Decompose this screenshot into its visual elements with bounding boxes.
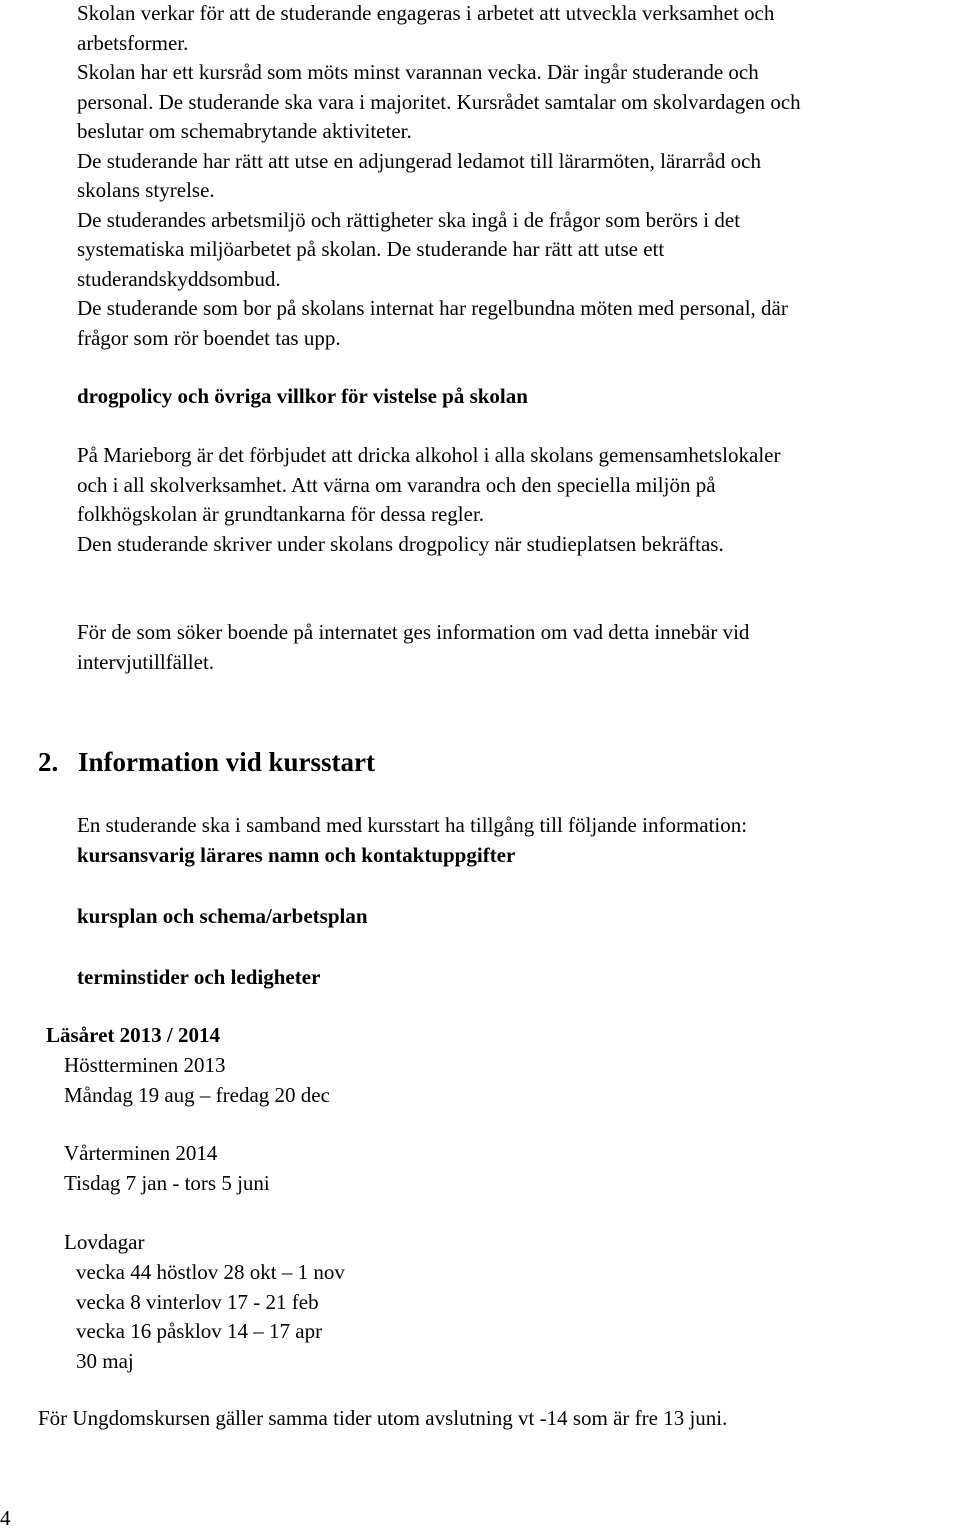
info-item-term-dates: terminstider och ledigheter — [77, 965, 321, 989]
text-line: beslutar om schemabrytande aktiviteter. — [77, 119, 412, 143]
text-line: Skolan verkar för att de studerande engageras i arbetet att utveckla verksamhet och — [77, 1, 775, 25]
autumn-term-dates: Måndag 19 aug – fredag 20 dec — [64, 1082, 330, 1107]
holiday-item: vecka 16 påsklov 14 – 17 apr — [76, 1319, 323, 1343]
spring-term — [64, 1139, 270, 1198]
info-item-course-plan: kursplan och schema/arbetsplan — [77, 904, 368, 928]
text-line: De studerandes arbetsmiljö och rättigheter ska ingå i de frågor som berörs i det — [77, 207, 741, 232]
autumn-term-label: Höstterminen 2013 — [64, 1053, 226, 1077]
text-line: På Marieborg är det förbjudet att dricka alkohol i alla skolans gemensamhetslokaler — [77, 443, 781, 467]
spring-term-label: Vårterminen 2014 — [64, 1141, 218, 1165]
info-item-teacher-contact: kursansvarig lärares namn och kontaktuppgifter — [77, 843, 516, 867]
section-number: 2. — [38, 747, 59, 777]
intro-paragraph-work-environment — [77, 206, 801, 295]
text-line: systematiska miljöarbetet på skolan. De studerande har rätt att utse ett — [77, 237, 665, 261]
intro-section — [77, 0, 801, 353]
section-title: Information vid kursstart — [78, 747, 376, 777]
text-line: Skolan har ett kursråd som möts minst varannan vecka. Där ingår studerande och — [77, 60, 759, 84]
holiday-item: vecka 44 höstlov 28 okt – 1 nov — [76, 1260, 345, 1284]
drug-policy-text — [77, 441, 780, 559]
page-number: 4 — [0, 1506, 11, 1530]
spring-term-dates: Tisdag 7 jan - tors 5 juni — [64, 1170, 270, 1195]
intro-paragraph-adjunct-member — [77, 147, 801, 206]
text-line: folkhögskolan är grundtankarna för dessa regler. — [77, 502, 485, 526]
text-line: För de som söker boende på internatet ges information om vad detta innebär vid — [77, 620, 750, 644]
text-line: studerandskyddsombud. — [77, 266, 281, 291]
text-line: och i all skolverksamhet. Att värna om varandra och den speciella miljön på — [77, 472, 716, 497]
text-line: frågor som rör boendet tas upp. — [77, 325, 341, 350]
holiday-item: vecka 8 vinterlov 17 - 21 feb — [76, 1289, 319, 1314]
text-line: personal. De studerande ska vara i majoritet. Kursrådet samtalar om skolvardagen och — [77, 89, 801, 114]
boarding-info-text — [77, 618, 749, 677]
section-2-heading — [38, 745, 375, 779]
intro-paragraph-course-council — [77, 58, 801, 147]
text-line: Den studerande skriver under skolans drogpolicy när studieplatsen bekräftas. — [77, 531, 724, 556]
holidays-list — [76, 1258, 345, 1376]
text-line: De studerande har rätt att utse en adjungerad ledamot till lärarmöten, lärarråd och — [77, 148, 761, 173]
intro-paragraph-engagement — [77, 0, 801, 58]
drug-policy-heading: drogpolicy och övriga villkor för vistelse på skolan — [77, 384, 528, 408]
youth-course-note: För Ungdomskursen gäller samma tider utom avslutning vt -14 som är fre 13 juni. — [38, 1406, 728, 1430]
text-line: arbetsformer. — [77, 30, 189, 55]
holidays-label: Lovdagar — [64, 1230, 145, 1254]
text-line: intervjutillfället. — [77, 649, 215, 674]
intro-paragraph-boarding-meetings — [77, 294, 801, 353]
school-year-heading: Läsåret 2013 / 2014 — [46, 1023, 221, 1047]
section-2-intro: En studerande ska i samband med kursstart ha tillgång till följande information: — [77, 813, 748, 837]
autumn-term — [64, 1051, 330, 1110]
text-line: De studerande som bor på skolans internat har regelbundna möten med personal, där — [77, 296, 788, 320]
holiday-item: 30 maj — [76, 1348, 134, 1373]
text-line: skolans styrelse. — [77, 178, 215, 202]
